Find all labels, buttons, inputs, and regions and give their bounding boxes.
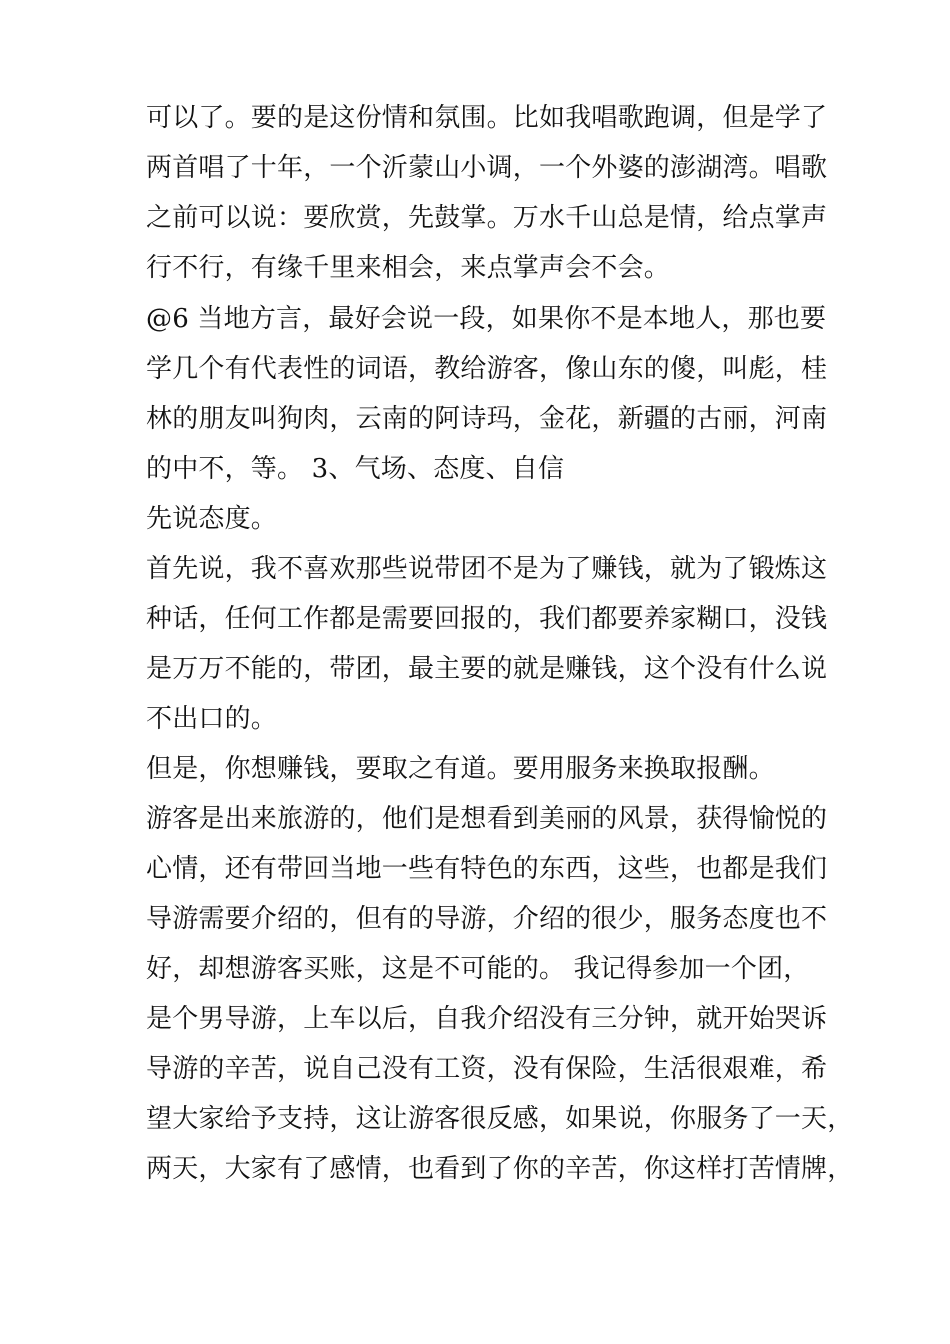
text-line: 种话，任何工作都是需要回报的，我们都要养家糊口，没钱 xyxy=(146,604,828,634)
text-line: 之前可以说：要欣赏，先鼓掌。万水千山总是情，给点掌声 xyxy=(146,203,828,233)
text-line: 好，却想游客买账，这是不可能的。 我记得参加一个团， xyxy=(146,954,810,984)
text-line: 导游的辛苦，说自己没有工资，没有保险，生活很艰难，希 xyxy=(146,1054,828,1084)
text-line: 望大家给予支持，这让游客很反感，如果说，你服务了一天， xyxy=(146,1104,854,1134)
text-line: @6 当地方言，最好会说一段，如果你不是本地人，那也要 xyxy=(146,304,827,334)
text-line: 的中不，等。 3、气场、态度、自信 xyxy=(146,454,565,484)
text-line: 学几个有代表性的词语，教给游客，像山东的傻，叫彪，桂 xyxy=(146,354,828,384)
text-line: 林的朋友叫狗肉，云南的阿诗玛，金花，新疆的古丽，河南 xyxy=(146,404,828,434)
text-line: 先说态度。 xyxy=(146,504,278,534)
text-line: 是个男导游，上车以后，自我介绍没有三分钟，就开始哭诉 xyxy=(146,1004,828,1034)
text-line: 两天，大家有了感情，也看到了你的辛苦，你这样打苦情牌， xyxy=(146,1154,854,1184)
text-line: 首先说，我不喜欢那些说带团不是为了赚钱，就为了锻炼这 xyxy=(146,554,828,584)
text-line: 可以了。要的是这份情和氛围。比如我唱歌跑调，但是学了 xyxy=(146,103,828,133)
text-line: 游客是出来旅游的，他们是想看到美丽的风景，获得愉悦的 xyxy=(146,804,828,834)
text-line: 但是，你想赚钱，要取之有道。要用服务来换取报酬。 xyxy=(146,754,775,784)
text-line: 是万万不能的，带团，最主要的就是赚钱，这个没有什么说 xyxy=(146,654,828,684)
text-line: 不出口的。 xyxy=(146,704,278,734)
text-line: 心情，还有带回当地一些有特色的东西，这些，也都是我们 xyxy=(146,854,828,884)
text-line: 导游需要介绍的，但有的导游，介绍的很少，服务态度也不 xyxy=(146,904,828,934)
text-line: 两首唱了十年，一个沂蒙山小调，一个外婆的澎湖湾。唱歌 xyxy=(146,153,828,183)
text-line: 行不行，有缘千里来相会，来点掌声会不会。 xyxy=(146,253,671,283)
